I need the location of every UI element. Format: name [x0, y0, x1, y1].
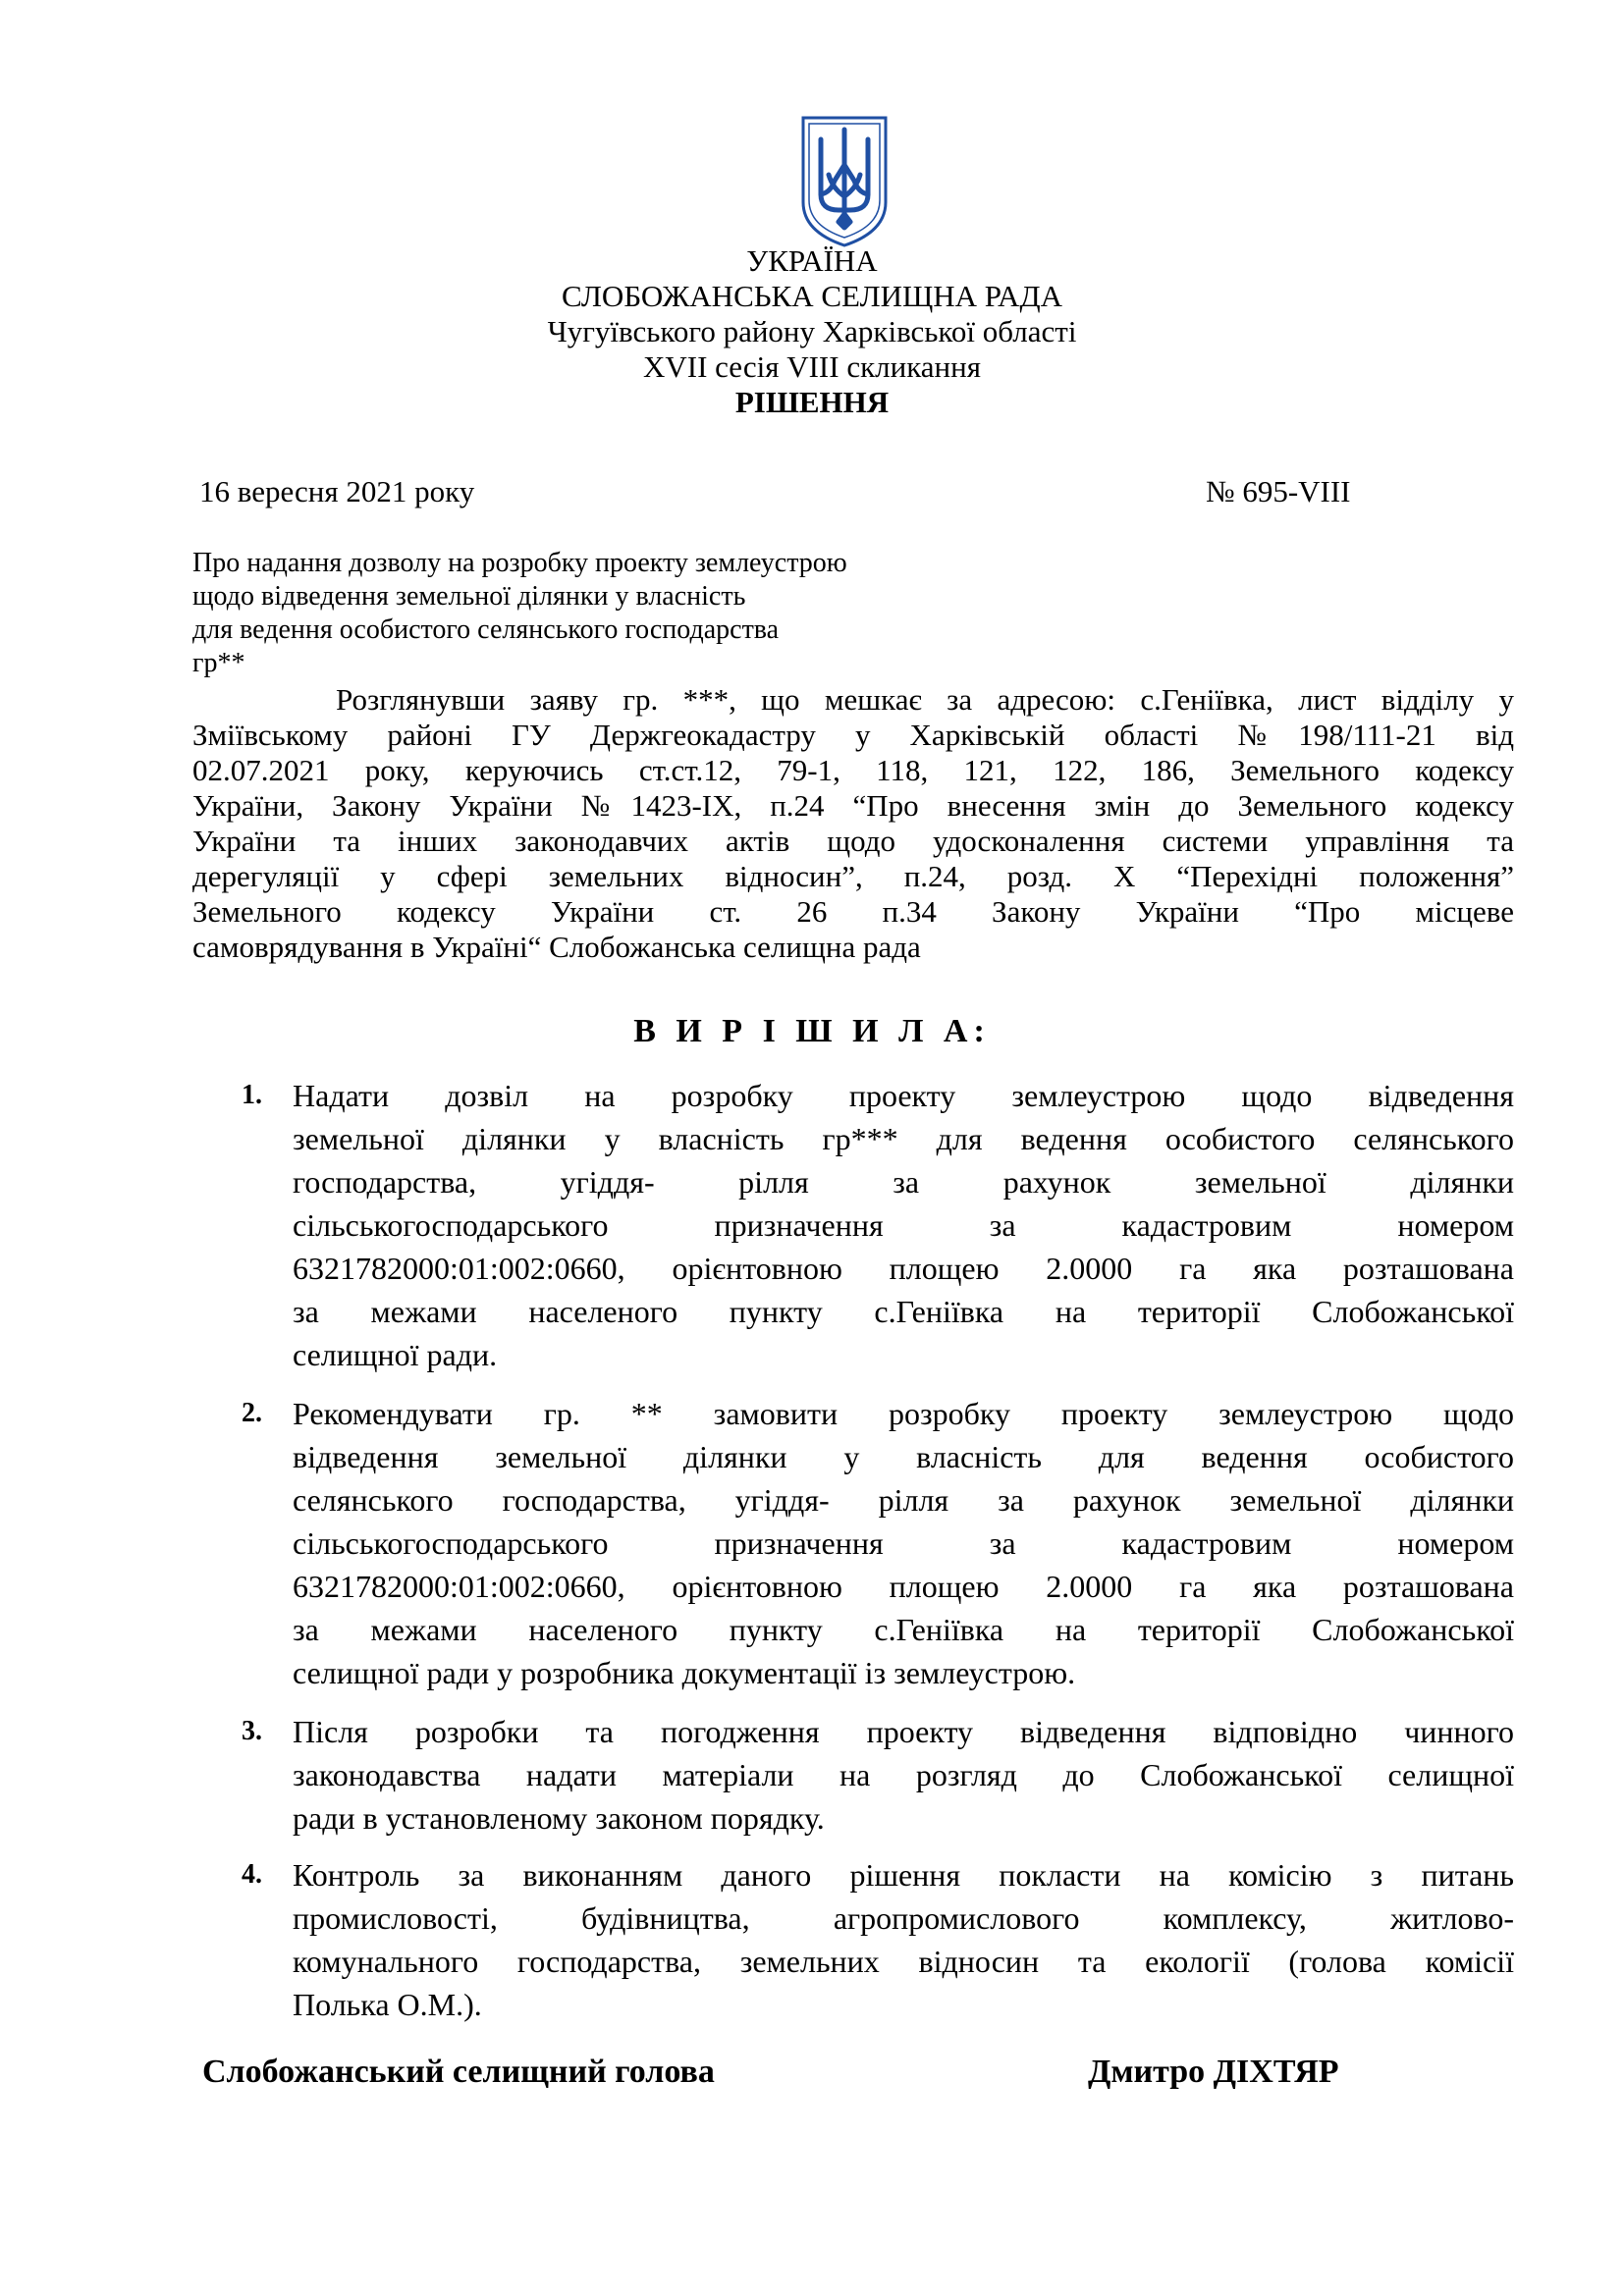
- item-line: комунального господарства, земельних відносин та екології (голова комісії: [293, 1944, 1514, 1979]
- item-line: ради в установленому законом порядку.: [293, 1800, 825, 1836]
- decision-date: 16 вересня 2021 року: [199, 474, 475, 508]
- item-line: селянського господарства, угіддя- рілля за рахунок земельної ділянки: [293, 1482, 1514, 1518]
- decision-number: № 695-VIII: [1206, 474, 1351, 508]
- preamble-line: України та інших законодавчих актів щодо удосконалення системи управління та: [192, 824, 1514, 858]
- item-line: Після розробки та погодження проекту відведення відповідно чинного: [293, 1714, 1514, 1749]
- council-name: СЛОБОЖАНСЬКА СЕЛИЩНА РАДА: [562, 279, 1062, 313]
- item-line: сільськогосподарського призначення за кадастровим номером: [293, 1207, 1514, 1243]
- signatory-name: Дмитро ДІХТЯР: [1088, 2054, 1339, 2090]
- item-number: 1.: [242, 1080, 262, 1110]
- item-line: сільськогосподарського призначення за кадастровим номером: [293, 1525, 1514, 1561]
- item-line: 6321782000:01:002:0660, орієнтовною площею 2.0000 га яка розташована: [293, 1569, 1514, 1604]
- preamble-line: України, Закону України №1423-IX, п.24 “Про внесення змін до Земельного кодексу: [192, 788, 1514, 823]
- signatory-role: Слобожанський селищний голова: [202, 2054, 715, 2090]
- subject-line: Про надання дозволу на розробку проекту землеустрою: [192, 548, 847, 578]
- decision-subject: [192, 547, 847, 680]
- preamble-line: Зміївському районі ГУ Держгеокадастру у Харківській області №198/111-21 від: [192, 718, 1514, 752]
- document-type: РІШЕННЯ: [734, 385, 890, 419]
- preamble-line: дерегуляції у сфері земельних відносин”, п.24, розд. Х “Перехідні положення”: [192, 859, 1514, 893]
- item-line: Полька О.М.).: [293, 1987, 482, 2022]
- item-line: законодавства надати матеріали на розгляд до Слобожанської селищної: [293, 1757, 1514, 1792]
- item-line: відведення земельної ділянки у власність для ведення особистого: [293, 1439, 1514, 1474]
- item-line: земельної ділянки у власність гр*** для ведення особистого селянського: [293, 1121, 1514, 1156]
- item-line: Контроль за виконанням даного рішення покласти на комісію з питань: [293, 1857, 1514, 1893]
- subject-line: для ведення особистого селянського господарства: [192, 614, 780, 645]
- item-number: 2.: [242, 1398, 262, 1428]
- preamble-line: Земельного кодексу України ст. 26 п.34 Закону України “Про місцеве: [192, 894, 1514, 929]
- item-line: промисловості, будівництва, агропромислового комплексу, житлово-: [293, 1900, 1514, 1936]
- preamble-line: самоврядування в Україні“ Слобожанська селищна рада: [192, 930, 921, 964]
- item-line: селищної ради.: [293, 1337, 498, 1372]
- ukraine-coat-of-arms-icon: [795, 112, 893, 249]
- session-info: XVII сесія VIII скликання: [643, 349, 981, 384]
- item-line: господарства, угіддя- рілля за рахунок земельної ділянки: [293, 1164, 1514, 1200]
- subject-line: гр**: [192, 648, 245, 678]
- item-number: 3.: [242, 1716, 262, 1746]
- item-line: Рекомендувати гр. ** замовити розробку проекту землеустрою щодо: [293, 1396, 1514, 1431]
- document-header: [0, 243, 1624, 420]
- item-line: Надати дозвіл на розробку проекту землеустрою щодо відведення: [293, 1078, 1514, 1113]
- item-number: 4.: [242, 1859, 262, 1890]
- preamble-line: Розглянувши заяву гр. ***, що мешкає за адресою: с.Геніївка, лист відділу у: [336, 682, 1514, 717]
- item-line: за межами населеного пункту с.Геніївка на території Слобожанської: [293, 1294, 1514, 1329]
- district-name: Чугуївського району Харківської області: [547, 314, 1077, 348]
- preamble-line: 02.07.2021 року, керуючись ст.ст.12, 79-1, 118, 121, 122, 186, Земельного кодексу: [192, 753, 1514, 787]
- item-line: за межами населеного пункту с.Геніївка на території Слобожанської: [293, 1612, 1514, 1647]
- subject-line: щодо відведення земельної ділянки у власність: [192, 581, 746, 612]
- item-line: 6321782000:01:002:0660, орієнтовною площею 2.0000 га яка розташована: [293, 1251, 1514, 1286]
- country-name: УКРАЇНА: [746, 243, 878, 278]
- decided-heading: В И Р І Ш И Л А:: [633, 1013, 991, 1049]
- item-line: селищної ради у розробника документації із землеустрою.: [293, 1655, 1076, 1690]
- preamble-paragraph: [192, 682, 1514, 965]
